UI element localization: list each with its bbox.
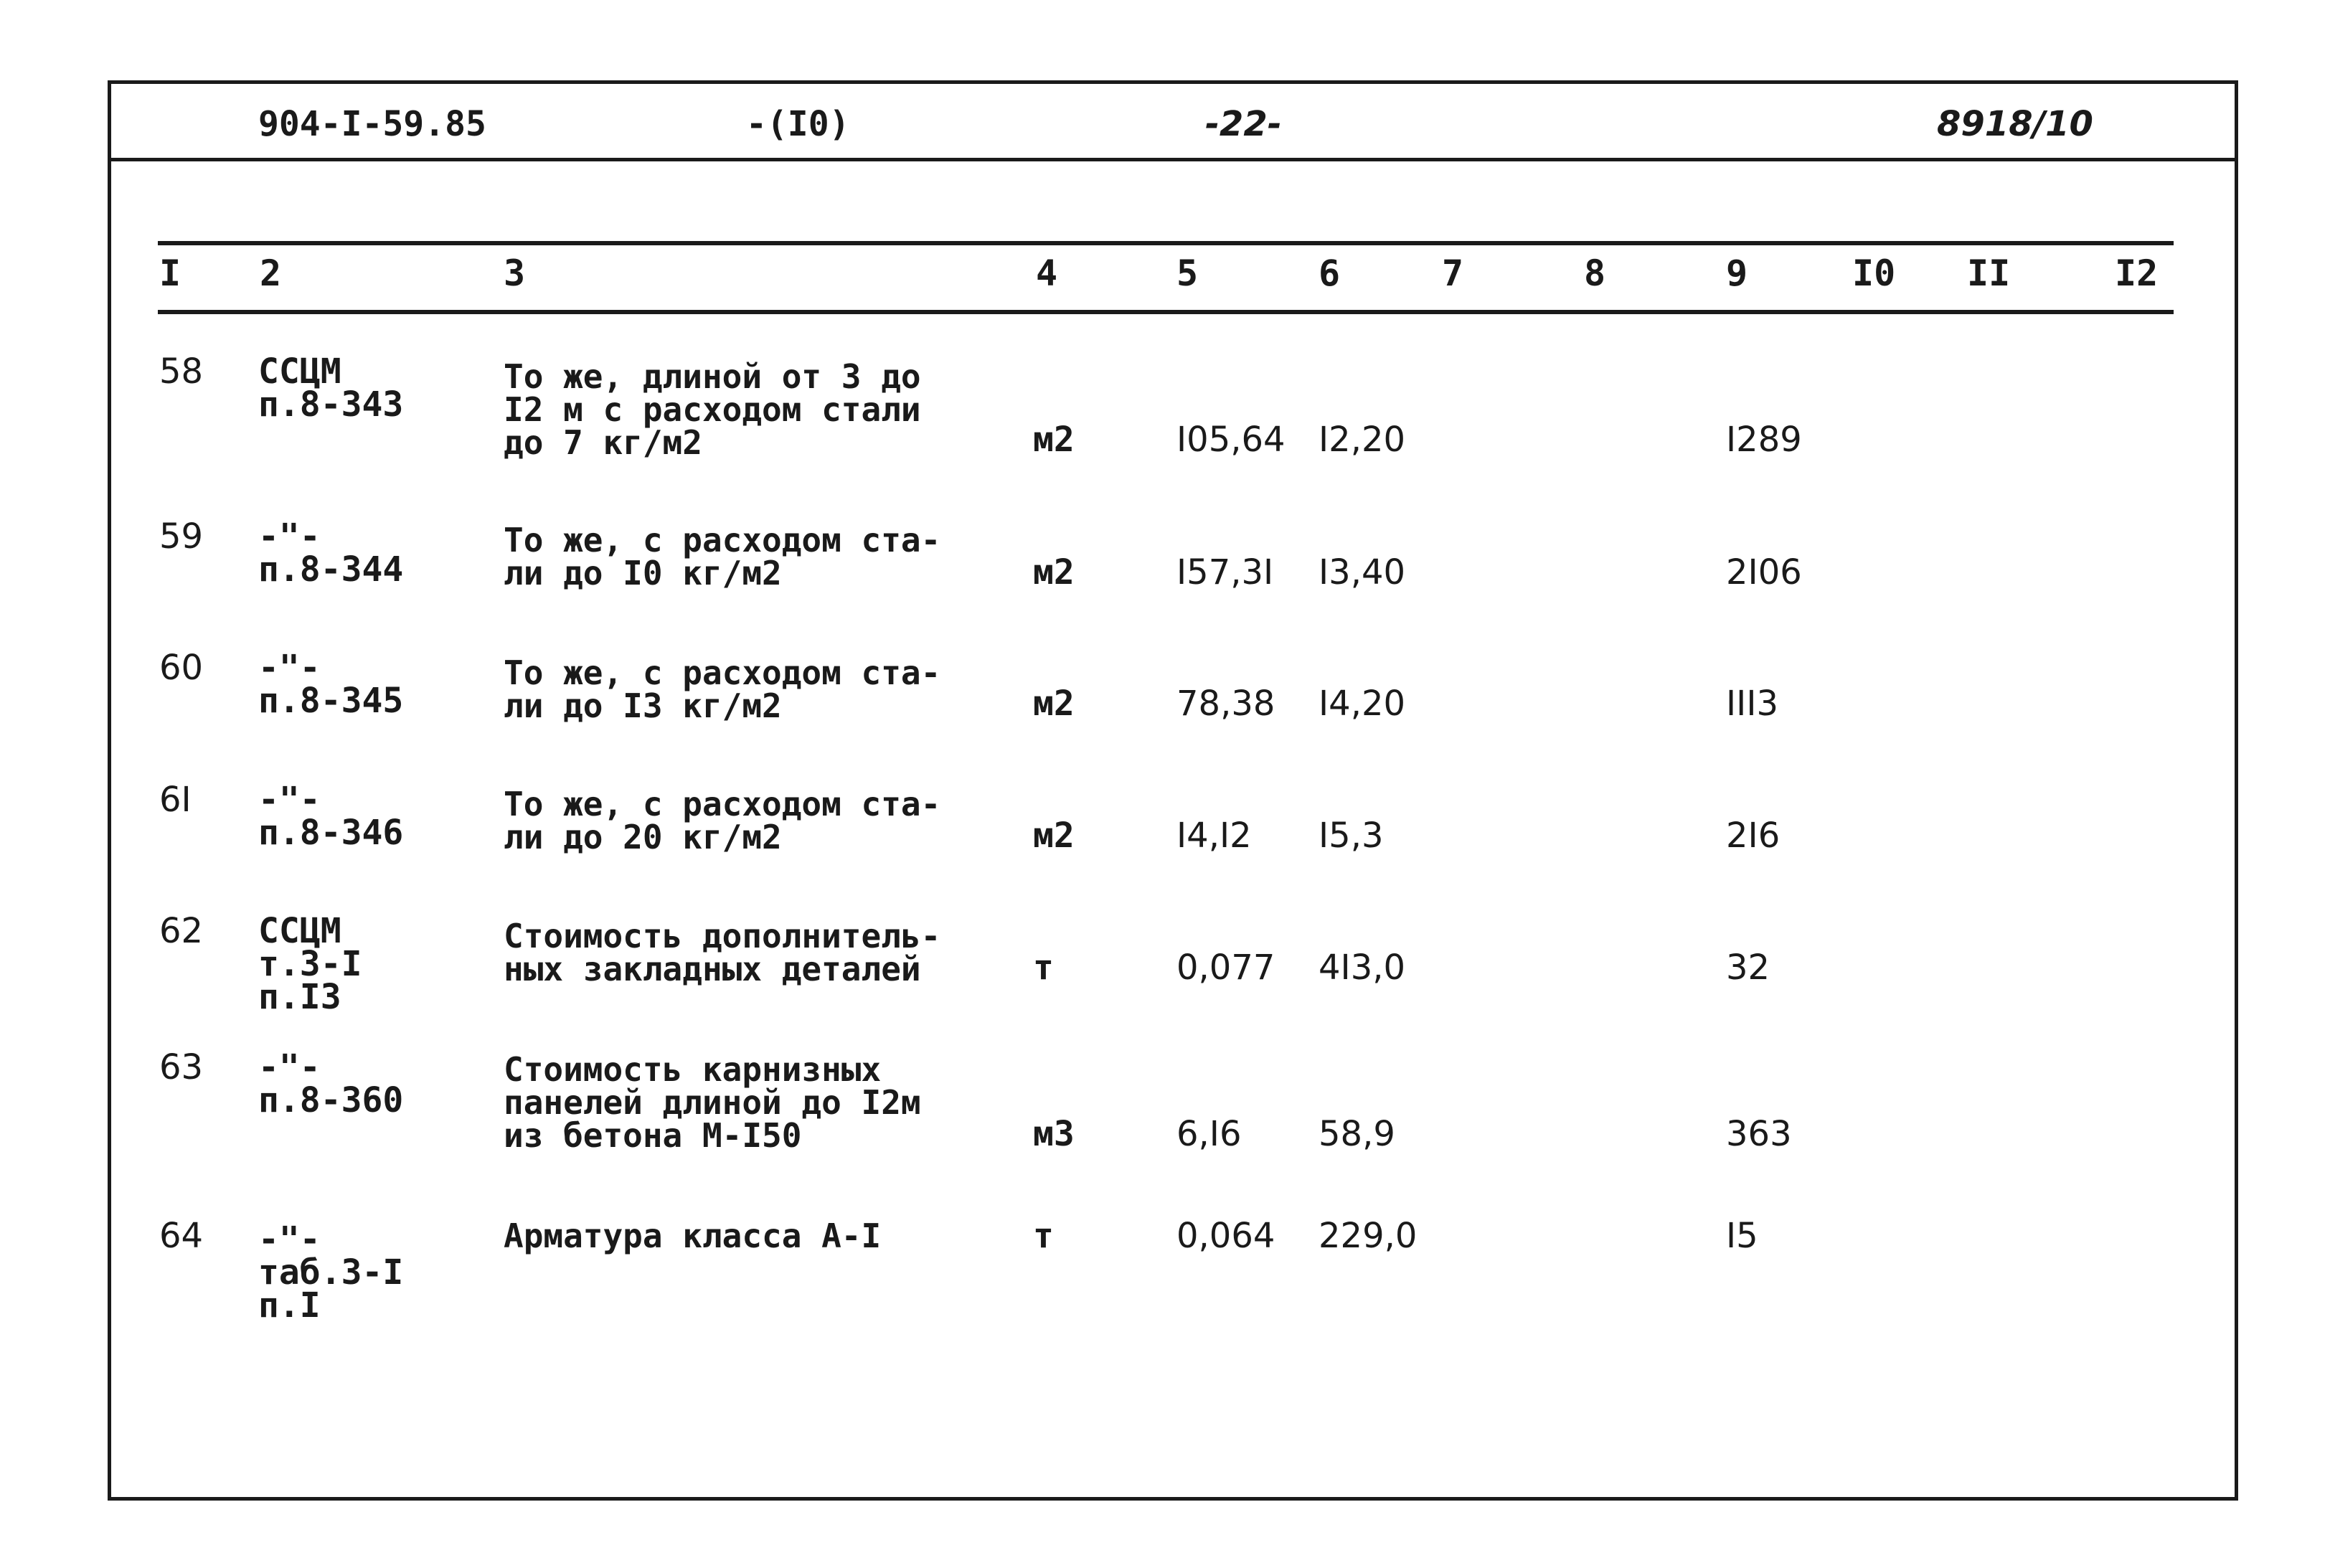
table-header-rule	[158, 310, 2174, 314]
page-number: -22-	[1205, 104, 1282, 144]
row-quantity: 0,077	[1176, 948, 1275, 988]
row-unit: м3	[1033, 1114, 1075, 1154]
row-number: 6I	[159, 780, 192, 820]
row-total: I289	[1726, 420, 1802, 460]
row-price: 4I3,0	[1319, 948, 1406, 988]
row-price: I4,20	[1319, 684, 1406, 724]
row-price: 58,9	[1319, 1114, 1395, 1154]
column-number: 5	[1176, 252, 1199, 294]
row-description: Стоимость карнизных панелей длиной до I2м из бетона М-I50	[504, 1050, 921, 1155]
row-reference: -"- п.8-345	[258, 648, 404, 721]
column-number: 2	[260, 252, 282, 294]
column-number: 3	[504, 252, 526, 294]
row-reference: -"- таб.3-I п.I	[258, 1219, 404, 1326]
column-number: 9	[1726, 252, 1748, 294]
row-unit: м2	[1033, 420, 1075, 460]
column-number: 6	[1319, 252, 1341, 294]
row-number: 58	[159, 351, 204, 392]
column-number: 8	[1584, 252, 1606, 294]
row-unit: м2	[1033, 552, 1075, 592]
row-unit: м2	[1033, 816, 1075, 856]
row-quantity: I05,64	[1176, 420, 1286, 460]
row-total: 32	[1726, 948, 1770, 988]
doc-code: 904-I-59.85	[258, 104, 486, 144]
column-number: 7	[1442, 252, 1464, 294]
table-top-rule	[158, 241, 2174, 245]
row-number: 60	[159, 648, 204, 688]
row-quantity: I4,I2	[1176, 816, 1252, 856]
row-price: 229,0	[1319, 1216, 1418, 1256]
header-divider	[108, 158, 2238, 161]
column-number: I0	[1852, 252, 1896, 294]
row-reference: ССЦМ т.3-I п.I3	[258, 911, 362, 1017]
row-quantity: 78,38	[1176, 684, 1275, 724]
document-frame	[108, 80, 2238, 1501]
row-number: 64	[159, 1216, 204, 1256]
row-quantity: I57,3I	[1176, 552, 1274, 592]
row-total: 2I6	[1726, 816, 1780, 856]
sheet-reference: 8918/10	[1937, 104, 2093, 144]
row-quantity: 6,I6	[1176, 1114, 1242, 1154]
row-description: Стоимость дополнитель- ных закладных деталей	[504, 917, 941, 988]
row-price: I2,20	[1319, 420, 1406, 460]
row-unit: т	[1033, 948, 1054, 988]
row-price: I5,3	[1319, 816, 1384, 856]
row-reference: ССЦМ п.8-343	[258, 351, 404, 425]
row-description: Арматура класса А-I	[504, 1217, 882, 1255]
row-description: То же, с расходом ста- ли до I3 кг/м2	[504, 653, 941, 725]
row-quantity: 0,064	[1176, 1216, 1275, 1256]
row-description: То же, длиной от 3 до I2 м с расходом стали до 7 кг/м2	[504, 357, 921, 462]
row-total: 363	[1726, 1114, 1792, 1154]
column-number: I2	[2115, 252, 2159, 294]
row-unit: м2	[1033, 684, 1075, 724]
row-reference: -"- п.8-346	[258, 780, 404, 853]
row-number: 59	[159, 516, 204, 557]
part-number: -(I0)	[746, 104, 850, 144]
row-total: III3	[1726, 684, 1779, 724]
row-price: I3,40	[1319, 552, 1406, 592]
row-number: 63	[159, 1047, 204, 1087]
column-number: II	[1967, 252, 2011, 294]
row-description: То же, с расходом ста- ли до 20 кг/м2	[504, 785, 941, 856]
row-number: 62	[159, 911, 204, 951]
row-reference: -"- п.8-360	[258, 1047, 404, 1120]
row-reference: -"- п.8-344	[258, 516, 404, 590]
row-total: 2I06	[1726, 552, 1802, 592]
row-total: I5	[1726, 1216, 1758, 1256]
row-description: То же, с расходом ста- ли до I0 кг/м2	[504, 521, 941, 592]
row-unit: т	[1033, 1216, 1054, 1256]
column-number: 4	[1036, 252, 1058, 294]
column-number: I	[159, 252, 181, 294]
